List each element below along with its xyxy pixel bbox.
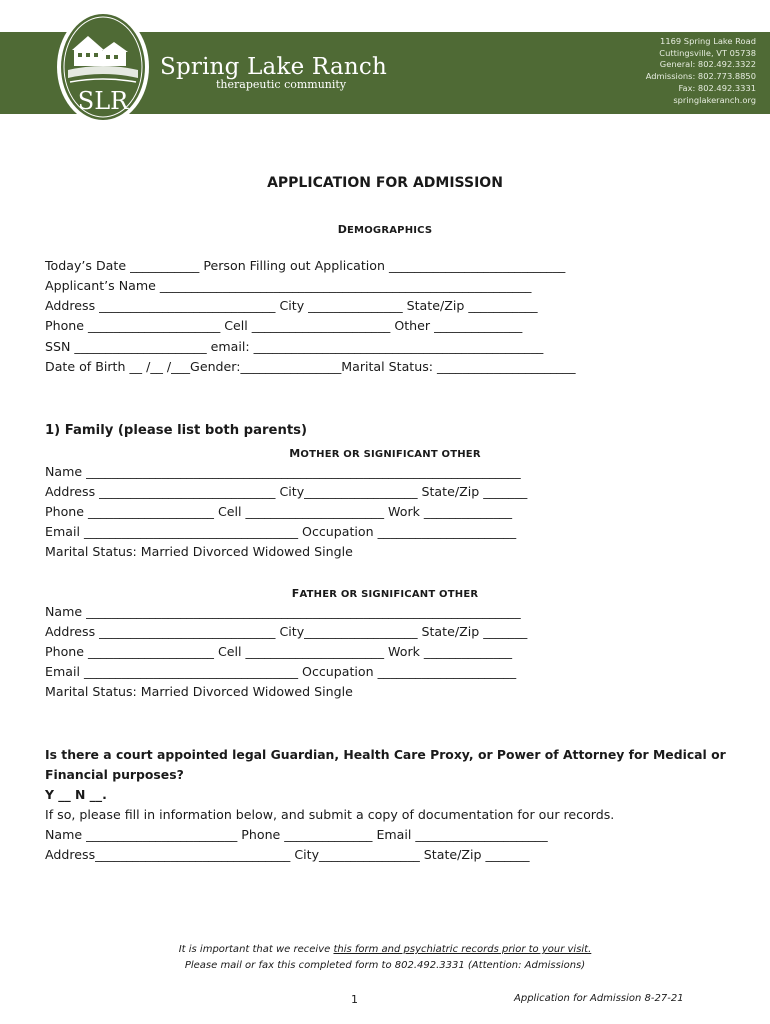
- mother-phone-line[interactable]: Phone ____________________ Cell ______________________ Work ______________: [45, 504, 513, 519]
- form-version: Application for Admission 8-27-21: [514, 993, 684, 1004]
- father-marital-status-line[interactable]: Marital Status: Married Divorced Widowed Single: [45, 684, 353, 699]
- page-title: APPLICATION FOR ADMISSION: [267, 175, 503, 191]
- todays-date-line[interactable]: Today’s Date ___________ Person Filling out Application ____________________________: [45, 258, 566, 273]
- mother-email-line[interactable]: Email __________________________________ Occupation ______________________: [45, 524, 517, 539]
- guardian-question-line1: Is there a court appointed legal Guardian, Health Care Proxy, or Power of Attorney for Medical or: [45, 747, 726, 762]
- mother-heading: MOTHER OR SIGNIFICANT OTHER: [289, 447, 481, 460]
- guardian-address-line[interactable]: Address_______________________________ City________________ State/Zip _______: [45, 847, 530, 862]
- guardian-name-line[interactable]: Name ________________________ Phone ______________ Email _____________________: [45, 827, 548, 842]
- svg-text:SLR: SLR: [77, 87, 129, 115]
- mother-marital-status-line[interactable]: Marital Status: Married Divorced Widowed Single: [45, 544, 353, 559]
- dob-gender-marital-line[interactable]: Date of Birth __ /__ /___Gender:________________Marital Status: ______________________: [45, 359, 576, 374]
- father-heading: FATHER OR SIGNIFICANT OTHER: [291, 587, 479, 600]
- mother-name-line[interactable]: Name _____________________________________________________________________: [45, 464, 521, 479]
- contact-block: [646, 36, 756, 106]
- page-number: 1: [351, 993, 358, 1006]
- org-tagline: therapeutic community: [216, 78, 347, 91]
- contact-admissions-phone: Admissions: 802.773.8850: [645, 71, 756, 82]
- contact-fax: Fax: 802.492.3331: [678, 82, 756, 93]
- footer-notice-line2: Please mail or fax this completed form to 802.492.3331 (Attention: Admissions): [184, 960, 586, 971]
- ssn-email-line[interactable]: SSN _____________________ email: ______________________________________________: [45, 339, 544, 354]
- father-email-line[interactable]: Email __________________________________ Occupation ______________________: [45, 664, 517, 679]
- father-phone-line[interactable]: Phone ____________________ Cell ______________________ Work ______________: [45, 644, 513, 659]
- phone-line[interactable]: Phone _____________________ Cell ______________________ Other ______________: [45, 318, 523, 333]
- footer-notice-line1: It is important that we receive this form and psychiatric records prior to your visit.: [178, 944, 592, 955]
- demographics-heading: DEMOGRAPHICS: [337, 223, 433, 236]
- contact-address: 1169 Spring Lake Road: [660, 36, 756, 46]
- org-name: Spring Lake Ranch: [160, 54, 387, 80]
- contact-general-phone: General: 802.492.3322: [659, 59, 756, 70]
- father-address-line[interactable]: Address ____________________________ City__________________ State/Zip _______: [45, 624, 528, 639]
- guardian-question-line2: Financial purposes?: [45, 767, 184, 782]
- mother-address-line[interactable]: Address ____________________________ City__________________ State/Zip _______: [45, 484, 528, 499]
- guardian-instructions: If so, please fill in information below, and submit a copy of documentation for our records.: [45, 807, 615, 822]
- contact-website: springlakeranch.org: [673, 94, 756, 105]
- applicant-name-line[interactable]: Applicant’s Name ___________________________________________________________: [45, 278, 532, 293]
- contact-city: Cuttingsville, VT 05738: [659, 47, 756, 58]
- spring-lake-ranch-logo: [56, 8, 150, 126]
- father-name-line[interactable]: Name _____________________________________________________________________: [45, 604, 521, 619]
- address-line[interactable]: Address ____________________________ City _______________ State/Zip ___________: [45, 298, 538, 313]
- guardian-yes-no[interactable]: Y __ N __.: [45, 787, 107, 802]
- family-section-heading: 1) Family (please list both parents): [45, 423, 308, 438]
